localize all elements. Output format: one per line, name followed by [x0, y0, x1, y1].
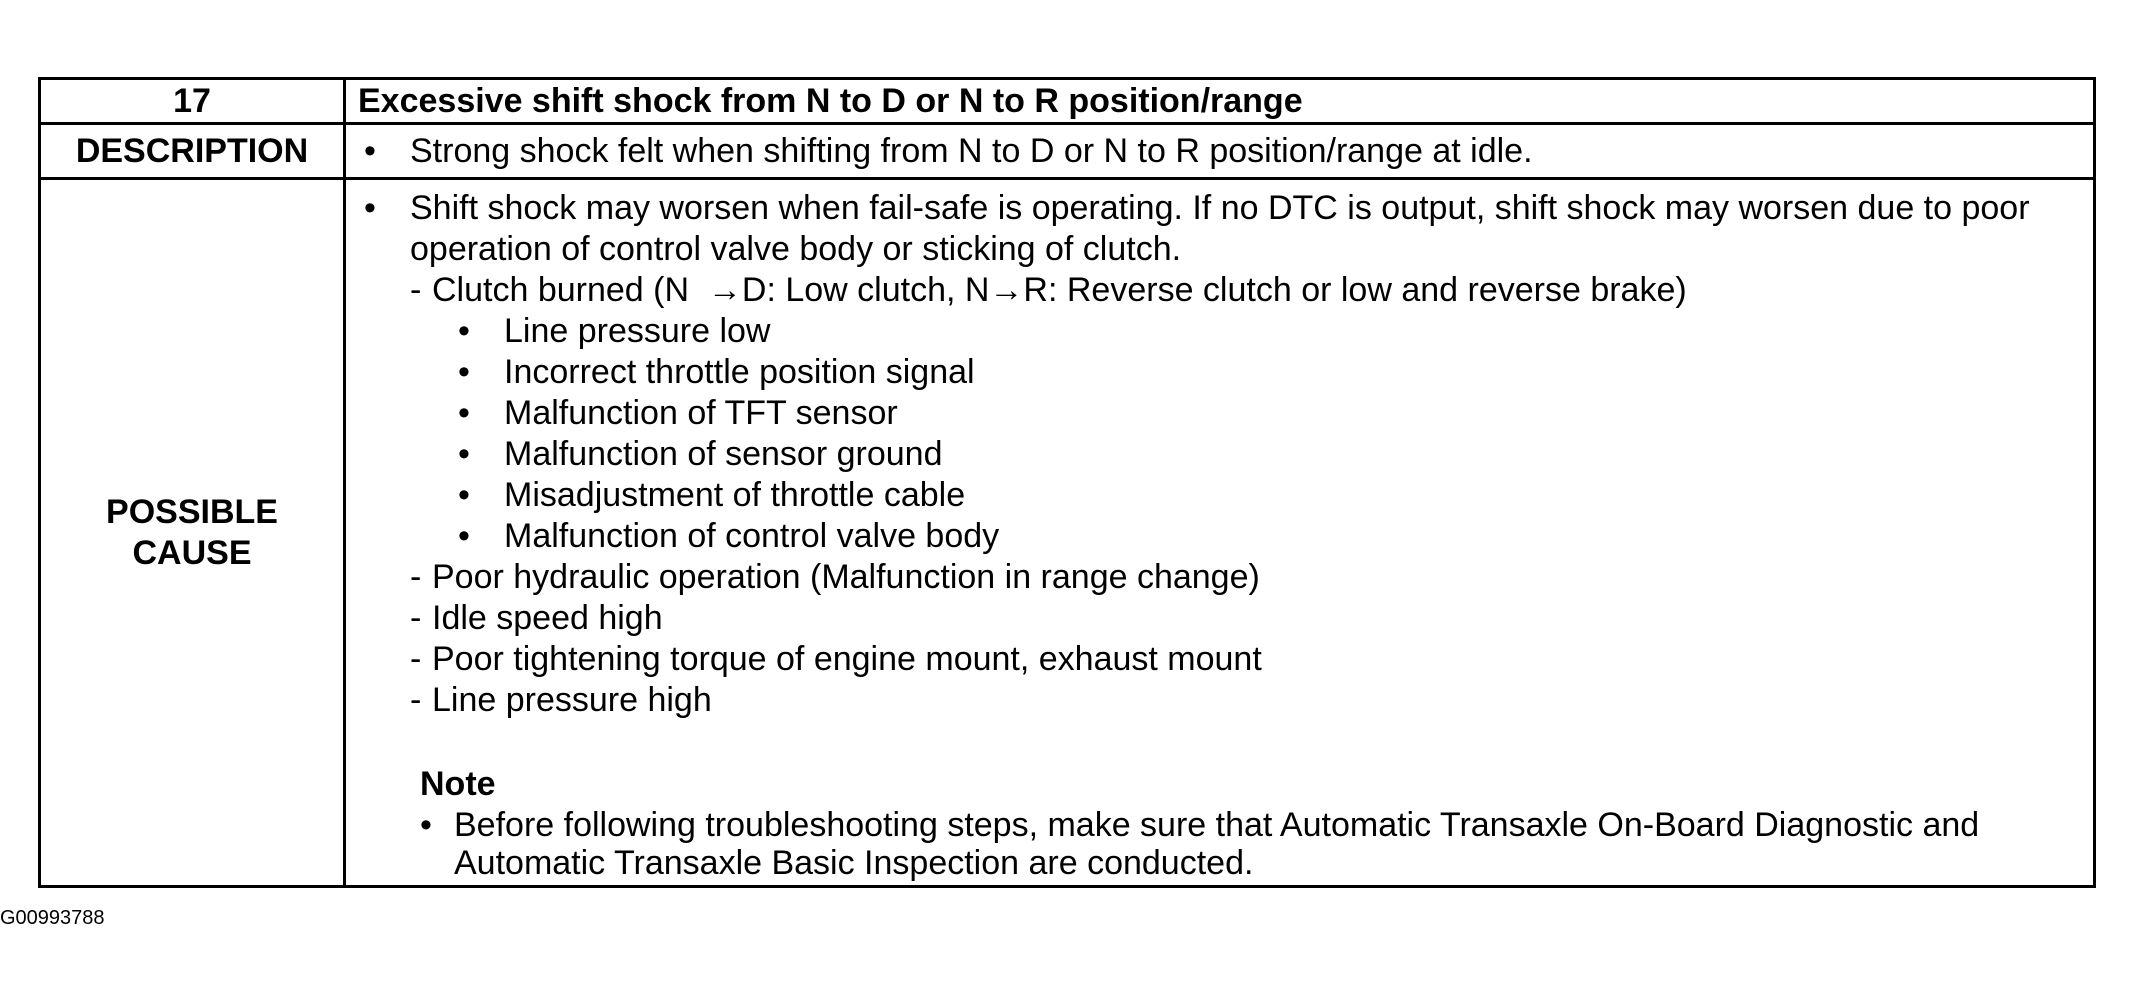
- sub-item-text: Malfunction of sensor ground: [504, 435, 943, 473]
- sub-item-text: Line pressure low: [504, 312, 771, 350]
- possible-cause-label-line2: CAUSE: [132, 533, 252, 572]
- bullet-icon: •: [458, 353, 470, 391]
- description-cell: [345, 124, 2095, 179]
- list-item: [458, 475, 2093, 516]
- cause-list: [364, 270, 2093, 721]
- image-id-label: G00993788: [0, 907, 105, 929]
- cause-intro-text: Shift shock may worsen when fail-safe is operating. If no DTC is output, shift shock may worsen due to poor operation of control valve body or sticking of clutch.: [410, 189, 2030, 268]
- item-title: Excessive shift shock from N to D or N to R position/range: [345, 79, 2095, 124]
- list-item: [410, 639, 2093, 680]
- note-item: [420, 806, 2093, 882]
- bullet-icon: •: [364, 189, 376, 227]
- description-row: [40, 124, 2095, 179]
- cause-item-text: Poor hydraulic operation (Malfunction in range change): [432, 558, 1260, 596]
- bullet-icon: •: [458, 517, 470, 555]
- list-item: [410, 270, 2093, 311]
- bullet-icon: •: [458, 312, 470, 350]
- cause-item-text: Poor tightening torque of engine mount, exhaust mount: [432, 640, 1262, 678]
- description-text: Strong shock felt when shifting from N to D or N to R position/range at idle.: [410, 131, 1533, 170]
- cause-item-text: Line pressure high: [432, 681, 712, 719]
- dash-marker: -: [410, 271, 422, 309]
- header-row: [40, 79, 2095, 124]
- list-item: [410, 598, 2093, 639]
- dash-marker: -: [410, 558, 422, 596]
- possible-cause-label-line1: POSSIBLE: [106, 492, 278, 531]
- dash-marker: -: [410, 681, 422, 719]
- diagnostic-table: [38, 77, 2096, 888]
- cause-intro: [364, 188, 2093, 270]
- list-item: [410, 680, 2093, 721]
- list-item: [458, 516, 2093, 557]
- sub-item-text: Malfunction of TFT sensor: [504, 394, 898, 432]
- list-item: [458, 393, 2093, 434]
- list-item: [458, 311, 2093, 352]
- sub-item-text: Malfunction of control valve body: [504, 517, 1000, 555]
- description-label: DESCRIPTION: [40, 124, 345, 179]
- item-number: 17: [40, 79, 345, 124]
- note-text: Before following troubleshooting steps, make sure that Automatic Transaxle On-Board Diagnostic and Automatic Transaxle Basic Inspection are conducted.: [454, 806, 1980, 882]
- list-item: [458, 434, 2093, 475]
- note-block: [364, 762, 2093, 882]
- sub-item-text: Incorrect throttle position signal: [504, 353, 975, 391]
- list-item: [410, 557, 2093, 598]
- bullet-icon: •: [420, 806, 432, 844]
- possible-cause-label: [40, 179, 345, 887]
- dash-marker: -: [410, 599, 422, 637]
- description-item: [364, 132, 2093, 171]
- possible-cause-row: [40, 179, 2095, 887]
- bullet-icon: •: [458, 476, 470, 514]
- sub-item-text: Misadjustment of throttle cable: [504, 476, 966, 514]
- list-item: [458, 352, 2093, 393]
- bullet-icon: •: [458, 435, 470, 473]
- possible-cause-cell: [345, 179, 2095, 887]
- cause-item-text: Idle speed high: [432, 599, 663, 637]
- bullet-icon: •: [458, 394, 470, 432]
- dash-marker: -: [410, 640, 422, 678]
- bullet-icon: •: [364, 131, 376, 170]
- note-title: Note: [420, 765, 496, 803]
- cause-item-text: Clutch burned (N →D: Low clutch, N→R: Reverse clutch or low and reverse brake): [432, 271, 1687, 309]
- clutch-sub-list: [364, 311, 2093, 557]
